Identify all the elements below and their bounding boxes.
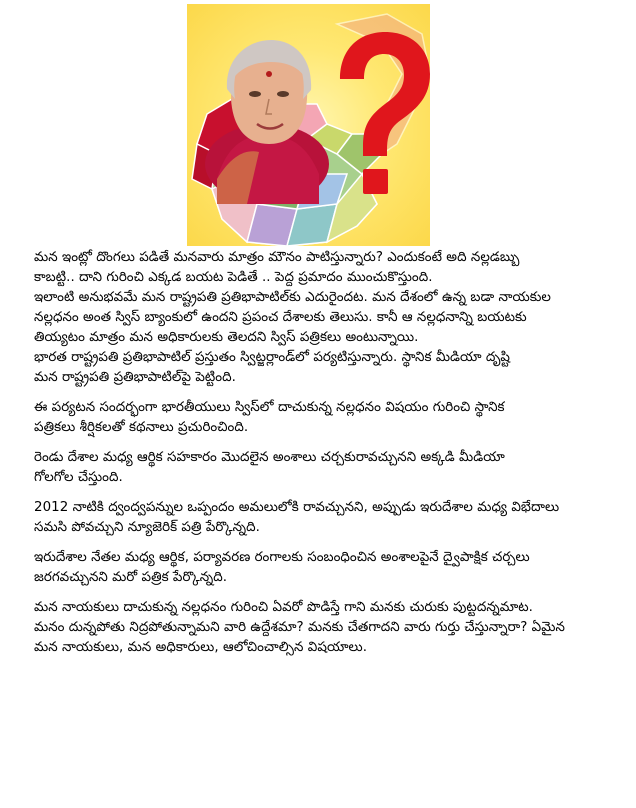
paragraph bbox=[34, 598, 634, 658]
paragraph-line: మనం దున్నపోతు నిద్రపోతున్నామని వారి ఉద్దేశమా? మనకు చేతగాదని వారు గుర్తు చేస్తున్నారా? ఏమైన bbox=[34, 620, 565, 635]
paragraph-line: గోలగోల చేస్తుంది. bbox=[34, 470, 123, 485]
paragraph bbox=[34, 288, 634, 348]
paragraph-line: భారత రాష్ట్రపతి ప్రతిభాపాటిల్ ప్రస్తుతం స్విట్జర్లాండ్‌లో పర్యటిస్తున్నారు. స్థానిక మీడియా దృష్టి bbox=[34, 350, 510, 365]
paragraph bbox=[34, 448, 634, 488]
paragraph bbox=[34, 498, 634, 538]
paragraph-line: ఇరుదేశాల నేతల మధ్య ఆర్థిక, పర్యావరణ రంగాలకు సంబంధించిన అంశాలపైనే ద్వైపాక్షిక చర్చలు bbox=[34, 550, 530, 565]
paragraph-line: నల్లధనం అంత స్విస్ బ్యాంకులో ఉందని ప్రపంచ దేశాలకు తెలుసు. కానీ ఆ నల్లధనాన్ని బయటకు bbox=[34, 310, 527, 325]
paragraph-line: మన ఇంట్లో దొంగలు పడితే మనవారు మాత్రం మౌనం పాటిస్తున్నారు? ఎందుకంటే అది నల్లడబ్బు bbox=[34, 250, 520, 265]
paragraph-line: మన నాయకులు దాచుకున్న నల్లధనం గురించి ఏవరో పొడిస్తే గాని మనకు చురుకు పుట్టదన్నమాట. bbox=[34, 600, 533, 615]
paragraph bbox=[34, 248, 634, 288]
paragraph-line: రెండు దేశాల మధ్య ఆర్థిక సహకారం మొదలైన అంశాలు చర్చకురావచ్చునని అక్కడి మీడియా bbox=[34, 450, 505, 465]
paragraph bbox=[34, 348, 634, 388]
paragraph-line: మన నాయకులు, మన అధికారులు, ఆలోచించాల్సిన విషయాలు. bbox=[34, 640, 368, 655]
paragraph-line: ఈ పర్యటన సందర్భంగా భారతీయులు స్విస్‌లో దాచుకున్న నల్లధనం విషయం గురించి స్థానిక bbox=[34, 400, 505, 415]
header-illustration bbox=[187, 4, 430, 246]
paragraph-line: తియ్యటం మాత్రం మన అధికారులకు తెలదని స్విస్ పత్రికలు అంటున్నాయి. bbox=[34, 330, 419, 345]
paragraph-line: ఇలాంటి అనుభవమే మన రాష్ట్రపతి ప్రతిభాపాటిల్‌కు ఎదురైందట. మన దేశంలో ఉన్న బడా నాయకుల bbox=[34, 290, 551, 305]
paragraph-line: మన రాష్ట్రపతి ప్రతిభాపాటిల్‌పై పెట్టింది. bbox=[34, 370, 236, 385]
article-body bbox=[34, 248, 634, 658]
paragraph-line: జరగవచ్చునని మరో పత్రిక పేర్కొన్నది. bbox=[34, 570, 228, 585]
paragraph bbox=[34, 398, 634, 438]
paragraph-line: పత్రికలు శీర్షికలతో కథనాలు ప్రచురించింది. bbox=[34, 420, 249, 435]
paragraph-line: కాబట్టి.. దాని గురించి ఎక్కడ బయట పెడితే .. పెద్ద ప్రమాదం ముంచుకొస్తుంది. bbox=[34, 270, 433, 285]
state-map-graphic bbox=[187, 4, 430, 246]
paragraph-line: 2012 నాటికి ద్వంద్వపన్నుల ఒప్పందం అమలులోకి రావచ్చునని, అప్పుడు ఇరుదేశాల మధ్య విభేదాలు bbox=[34, 500, 560, 515]
paragraph bbox=[34, 548, 634, 588]
paragraph-line: సమసి పోవచ్చుని న్యూజెరిక్ పత్రి పేర్కొన్నది. bbox=[34, 520, 260, 535]
